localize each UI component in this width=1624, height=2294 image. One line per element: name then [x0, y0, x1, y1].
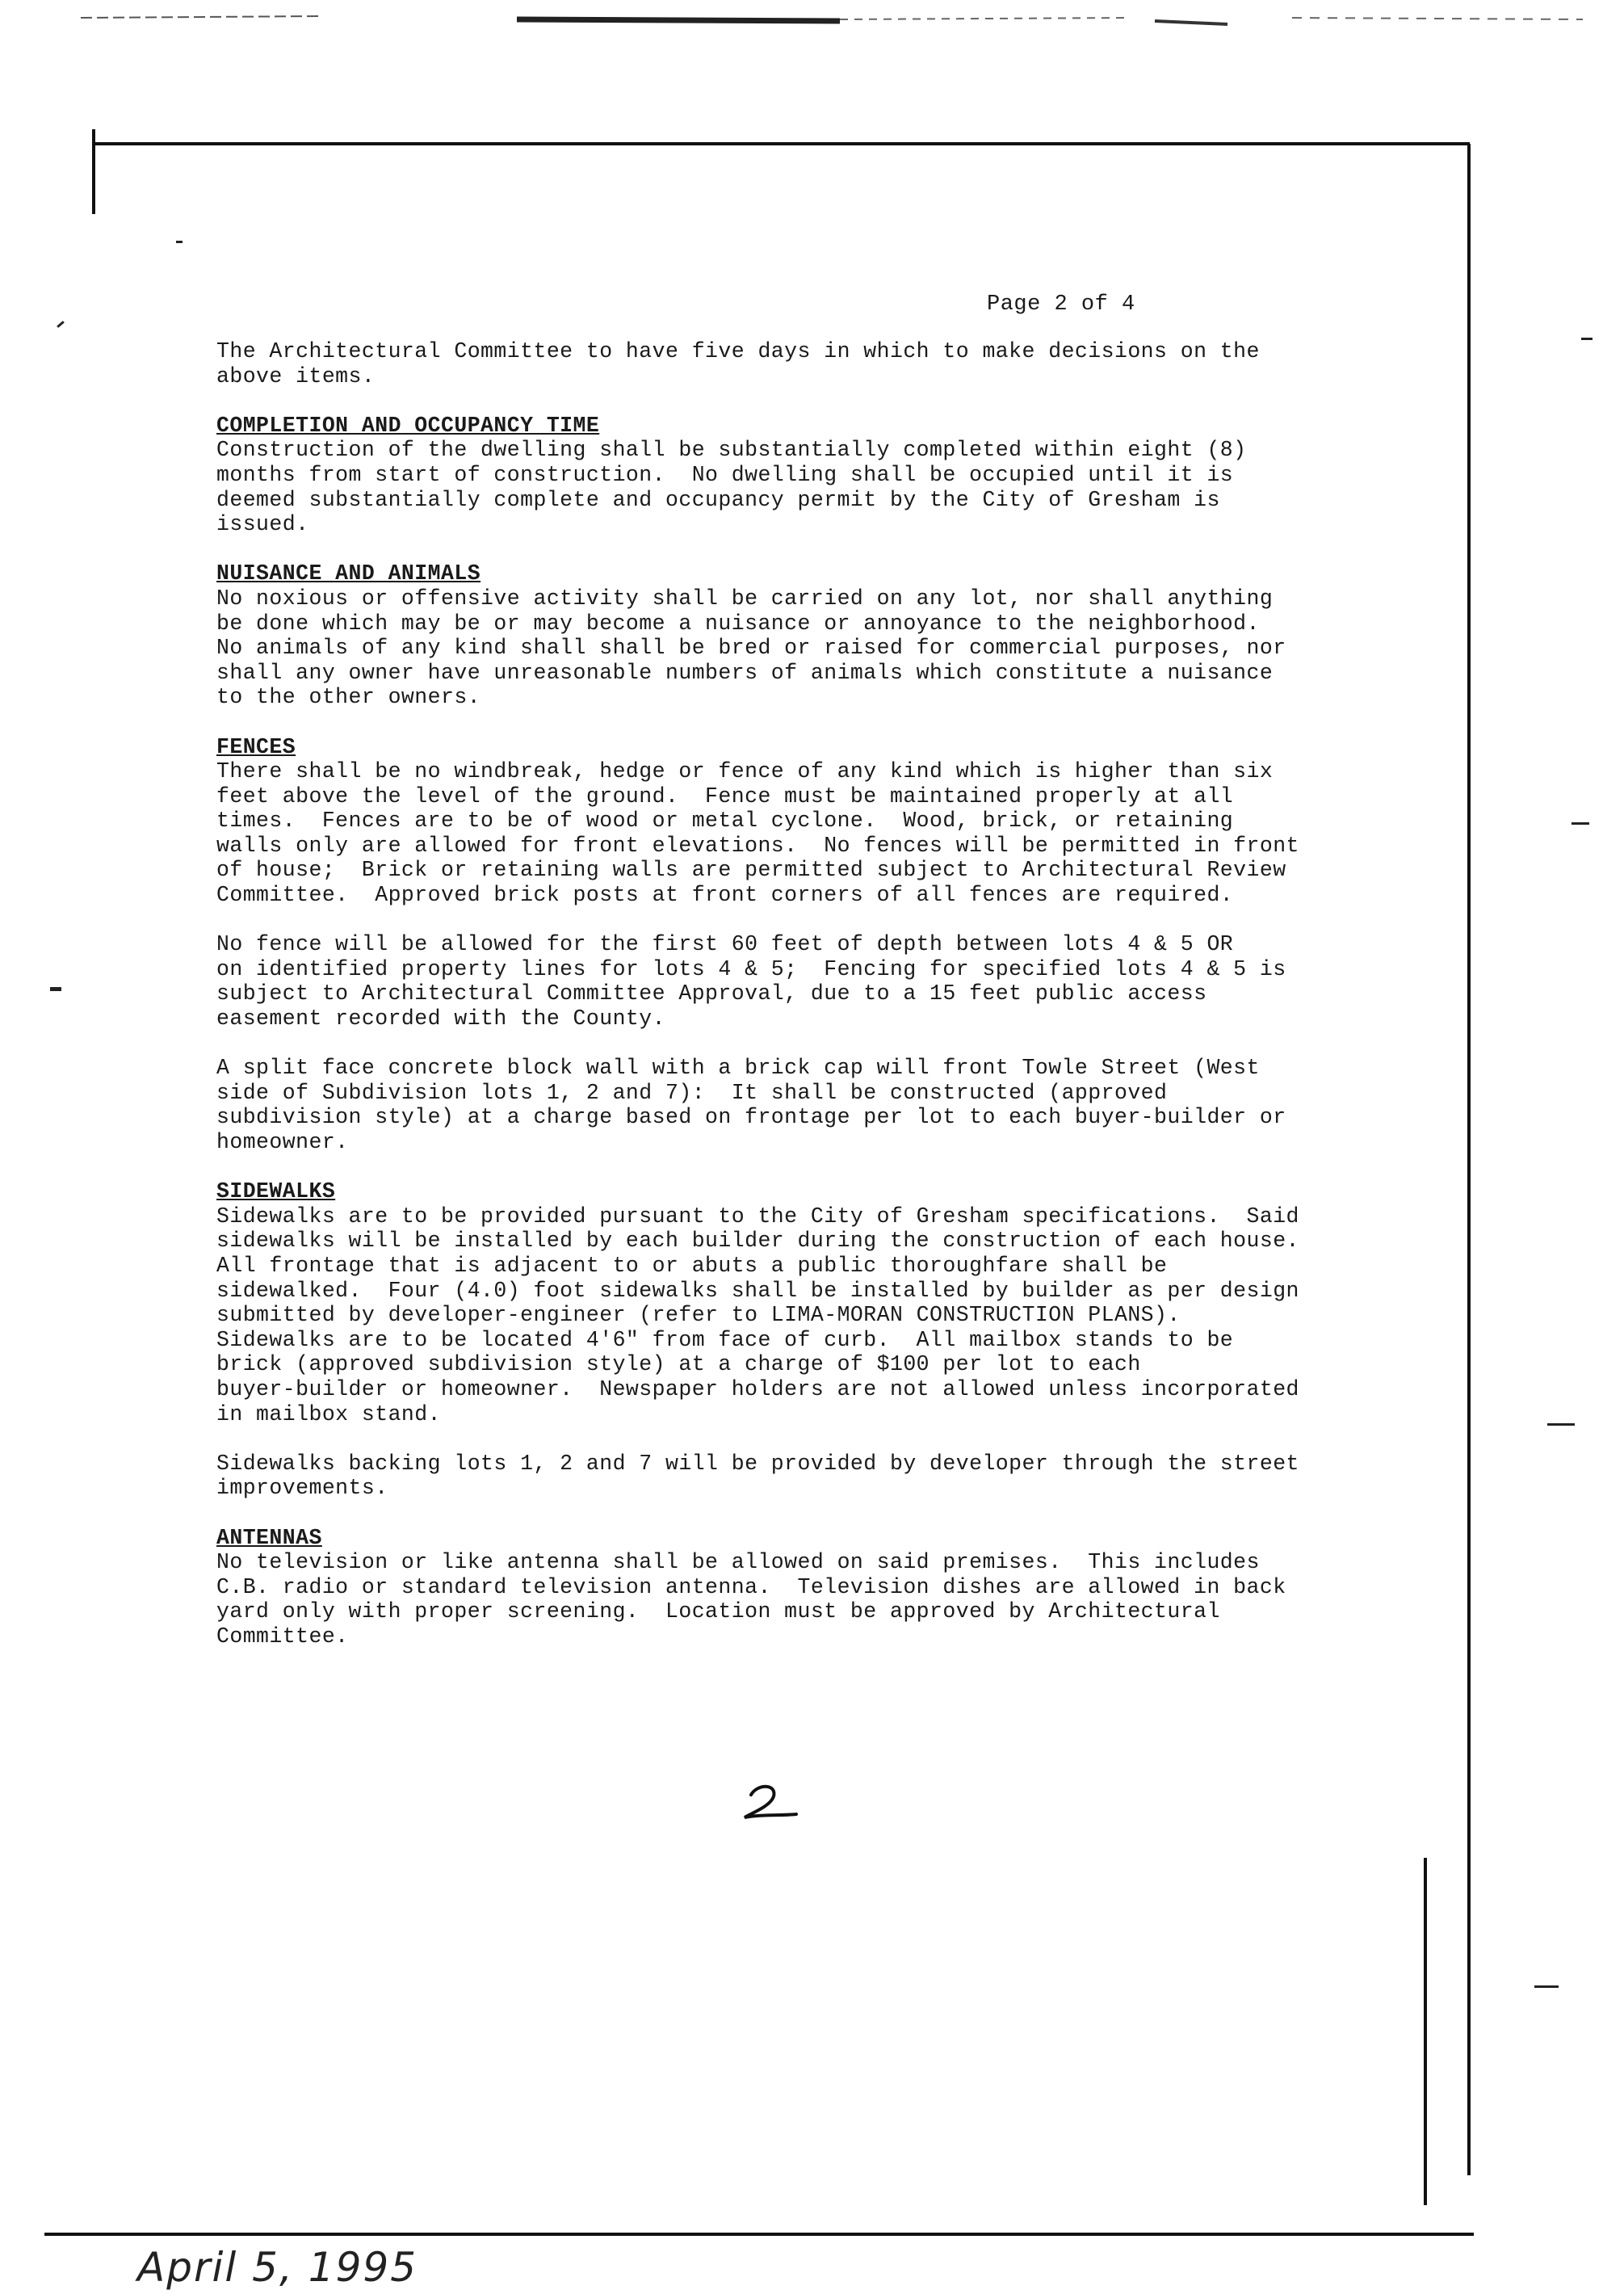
- page-number: Page 2 of 4: [987, 292, 1135, 317]
- scan-speck: [1572, 822, 1589, 825]
- handwritten-date: April 5, 1995: [137, 2244, 418, 2291]
- section-paragraph: A split face concrete block wall with a brick cap will front Towle Street (West side of Subdivision lots 1, 2 and 7): It shall be constructed (approved subdivision style) at a charge based on frontage per lot to each buyer-builder or homeowner.: [216, 1056, 1286, 1154]
- section-paragraph: No fence will be allowed for the first 60 feet of depth between lots 4 & 5 OR on identified property lines for lots 4 & 5; Fencing for specified lots 4 & 5 is subject to Architectural Committee Approval, due to a 15 feet public access easement recorded with the County.: [216, 932, 1286, 1031]
- section-completion-occupancy: [216, 414, 1347, 537]
- scan-speck: [1581, 338, 1593, 340]
- section-heading: NUISANCE AND ANIMALS: [216, 561, 481, 586]
- scan-speck: [176, 241, 183, 243]
- section-antennas: [216, 1526, 1347, 1649]
- scan-speck: [50, 987, 61, 991]
- section-paragraph: There shall be no windbreak, hedge or fence of any kind which is higher than six feet above the level of the ground. Fence must be maintained properly at all times. Fences are to be of wood or metal cyclone. Wood, brick, or retaining walls only are allowed for front elevations. No fences will be permitted in front of house; Brick or retaining walls are permitted subject to Architectural Review Committee. Approved brick posts at front corners of all fences are required.: [216, 759, 1299, 908]
- section-paragraph: Sidewalks are to be provided pursuant to the City of Gresham specifications. Said sidewalks will be installed by each builder during the construction of each house. All frontage that is adjacent to or abuts a public thoroughfare shall be sidewalked. Four (4.0) foot sidewalks shall be installed by builder as per design submitted by developer-engineer (refer to LIMA-MORAN CONSTRUCTION PLANS). Sidewalks are to be located 4'6" from face of curb. All mailbox stands to be brick (approved subdivision style) at a charge of $100 per lot to each buyer-builder or homeowner. Newspaper holders are not allowed unless incorporated in mailbox stand.: [216, 1204, 1299, 1426]
- section-paragraph: No noxious or offensive activity shall be carried on any lot, nor shall anything be done which may be or may become a nuisance or annoyance to the neighborhood. No animals of any kind shall shall be bred or raised for commercial purposes, nor shall any owner have unreasonable numbers of animals which constitute a nuisance to the other owners.: [216, 586, 1286, 710]
- frame-top-line: [93, 142, 1470, 145]
- scan-speck: [57, 321, 65, 328]
- section-heading: SIDEWALKS: [216, 1179, 336, 1204]
- handwritten-page-mark: [736, 1777, 801, 1826]
- frame-bottom-line: [44, 2233, 1474, 2236]
- frame-right-line: [1467, 144, 1471, 2175]
- section-paragraph: Construction of the dwelling shall be substantially completed within eight (8) months from start of construction. No dwelling shall be occupied until it is deemed substantially complete and occupancy permit by the City of Gresham is issued.: [216, 438, 1247, 537]
- scan-speck: [1547, 1423, 1575, 1426]
- frame-left-line: [92, 129, 95, 214]
- scan-top-artifacts: [0, 0, 1624, 89]
- section-fences: [216, 735, 1347, 1155]
- section-heading: FENCES: [216, 734, 296, 759]
- document-body: [216, 339, 1347, 1674]
- section-heading: ANTENNAS: [216, 1525, 322, 1550]
- section-nuisance-animals: [216, 561, 1347, 710]
- section-paragraph: Sidewalks backing lots 1, 2 and 7 will be provided by developer through the street improvements.: [216, 1451, 1299, 1501]
- section-paragraph: No television or like antenna shall be allowed on said premises. This includes C.B. radio or standard television antenna. Television dishes are allowed in back yard only with proper screening. Location must be approved by Architectural Committee.: [216, 1550, 1286, 1649]
- section-sidewalks: [216, 1179, 1347, 1501]
- section-heading: COMPLETION AND OCCUPANCY TIME: [216, 413, 600, 438]
- frame-right-lower-line: [1424, 1858, 1427, 2205]
- intro-paragraph: The Architectural Committee to have five days in which to make decisions on the above items.: [216, 339, 1260, 389]
- scan-speck: [1534, 1985, 1559, 1988]
